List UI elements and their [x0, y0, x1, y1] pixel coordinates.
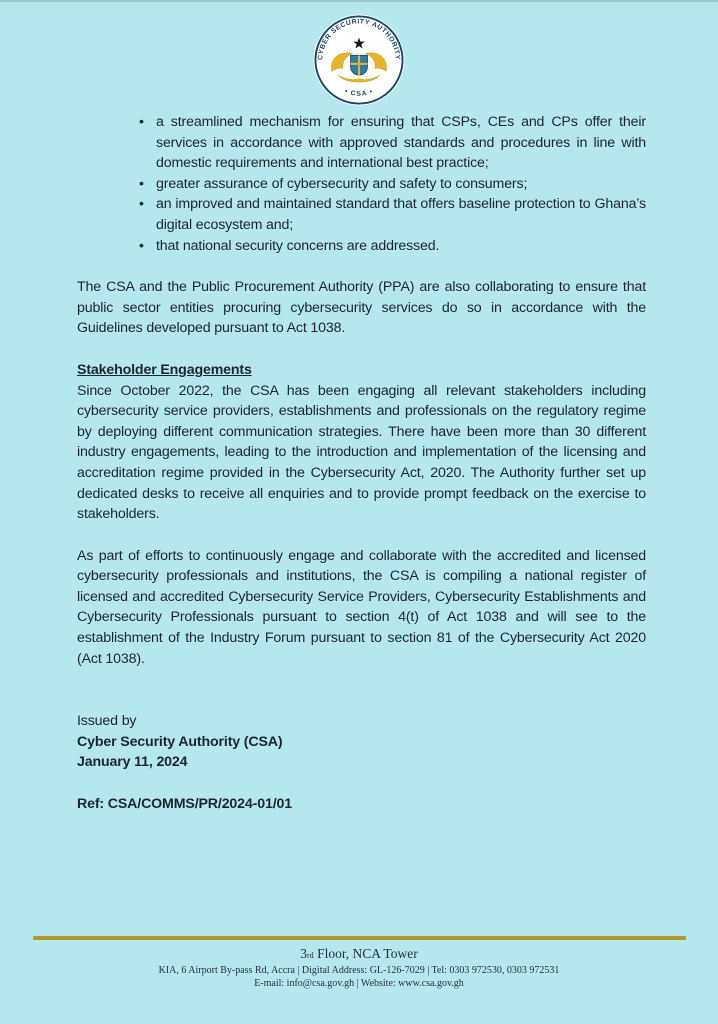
signature-block: [77, 711, 646, 814]
bullet-item-improved-standard: • an improved and maintained standard that offers baseline protection to Ghana’s digital ecosystem and;: [77, 194, 646, 235]
csa-seal-logo: [312, 13, 406, 107]
footer-address-line1: [0, 945, 718, 964]
footer-gold-divider: [33, 936, 686, 940]
floor-number: 3: [300, 946, 308, 961]
bullet-item-greater-assurance: • greater assurance of cybersecurity and safety to consumers;: [77, 174, 646, 195]
bullet-item-national-security: • that national security concerns are addressed.: [77, 236, 646, 257]
page-top-edge: [0, 0, 718, 2]
document-body: [77, 112, 646, 815]
issue-date: January 11, 2024: [77, 754, 188, 771]
issuing-organization: Cyber Security Authority (CSA): [77, 733, 283, 750]
seal-base-icon: [353, 79, 365, 82]
building-name: Floor, NCA Tower: [317, 946, 418, 961]
section-heading-stakeholder-engagements: Stakeholder Engagements: [77, 361, 252, 378]
bullet-item-streamlined-mechanism: • a streamlined mechanism for ensuring that CSPs, CEs and CPs offer their services in accordance with approved standards and procedures in line with domestic requirements and international best practice;: [77, 112, 646, 174]
paragraph-stakeholder-engagement: Since October 2022, the CSA has been engaging all relevant stakeholders including cybersecurity service providers, establishments and professionals on the regulatory regime by deploying different communication strategies. There have been more than 30 different industry engagements, leading to the introduction and implementation of the licensing and accreditation regime provided in the Cybersecurity Act, 2020. The Authority further set up dedicated desks to receive all enquiries and to provide prompt feedback on the exercise to stakeholders.: [77, 382, 646, 523]
footer-address-line2: KIA, 6 Airport By-pass Rd, Accra | Digital Address: GL-126-7029 | Tel: 0303 972530, 0303 972531: [158, 965, 560, 976]
reference-number: Ref: CSA/COMMS/PR/2024-01/01: [77, 796, 292, 813]
paragraph-national-register: As part of efforts to continuously engage and collaborate with the accredited and licensed cybersecurity professionals and institutions, the CSA is compiling a national register of licensed and accredited Cybersecurity Service Providers, Cybersecurity Establishments and Cybersecurity Professionals pursuant to section 4(t) of Act 1038 and will see to the establishment of the Industry Forum pursuant to section 81 of the Cybersecurity Act 2020 (Act 1038).: [77, 547, 646, 667]
csa-seal-svg: [312, 13, 406, 107]
floor-ordinal: rd: [307, 951, 314, 960]
seal-bottom-text: • CSA •: [343, 87, 375, 98]
seal-top-text: CYBER SECURITY AUTHORITY: [317, 18, 401, 61]
footer-address-line3: E-mail: info@csa.gov.gh | Website: www.csa.gov.gh: [254, 978, 464, 989]
letterhead-footer: [0, 936, 718, 990]
issued-by-label: Issued by: [77, 713, 137, 730]
paragraph-ppa-collaboration: The CSA and the Public Procurement Authority (PPA) are also collaborating to ensure that public sector entities procuring cybersecurity services do so in accordance with the Guidelines developed pursuant to Act 1038.: [77, 279, 646, 337]
benefits-bullet-list: [77, 112, 646, 256]
